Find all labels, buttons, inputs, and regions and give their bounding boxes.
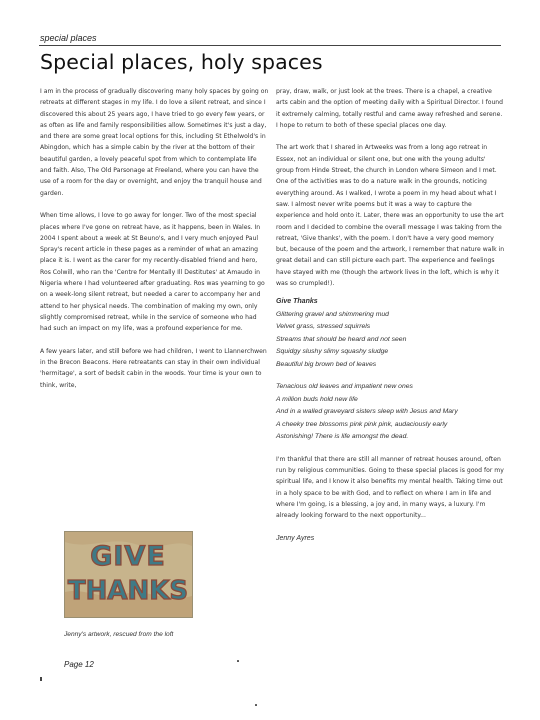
poem-stanza	[276, 381, 505, 444]
stray-mark	[40, 677, 42, 681]
poem-line: Astonishing! There is life amongst the dead.	[276, 433, 409, 441]
poem-title: Give Thanks	[276, 298, 318, 306]
artwork-text-give: GIVE	[90, 541, 166, 572]
paragraph: I am in the process of gradually discovering many holy spaces by going on retreats at different stages in my life. I do love a silent retreat, and since I discovered this about 25 years ago, I have tried to go every few years, or as often as life and family responsibilities allow. Sometimes it's just a day, and there are some great local options for this, including St Ethelwold's in Abingdon, which has a simple cabin by the river at the bottom of their beautiful garden, a lovely peaceful spot from which to contemplate life and faith. Also, The Old Parsonage at Freeland, where you can have the use of a room for the day or overnight, and enjoy the tranquil house and garden.	[40, 88, 269, 197]
give-thanks-artwork-image	[65, 532, 192, 617]
poem-line: Glittering gravel and shimmering mud	[276, 310, 389, 318]
poem-line: Streams that should be heard and not seen	[276, 335, 407, 343]
right-column	[276, 86, 505, 544]
author-signature: Jenny Ayres	[276, 534, 315, 542]
poem-line: A cheeky tree blossoms pink pink pink, audaciously early	[276, 420, 448, 428]
paragraph: I'm thankful that there are still all manner of retreat houses around, often run by religious communities. Going to these special places is good for my spiritual life, and I know it also benefits my mental health. Taking time out in a holy space to be with God, and to reflect on where I am in life and where I'm going, is a blessing, a joy and, in many ways, a luxury. I'm already looking forward to the next opportunity...	[276, 455, 504, 520]
paragraph: A few years later, and still before we had children, I went to Llannerchwen in the Brecon Beacons. Here retreatants can stay in their own individual 'hermitage', a sort of bedsit cabin in the woods. Your time is your own to think, write,	[40, 347, 267, 389]
give-thanks-artwork	[64, 531, 193, 618]
section-label: special places	[40, 33, 97, 43]
poem-stanza	[276, 309, 505, 372]
paragraph: pray, draw, walk, or just look at the trees. There is a chapel, a creative arts cabin and the option of meeting daily with a Spiritual Director. I found it extremely calming, totally restful and came away refreshed and serene. I hope to return to both of these special places one day.	[276, 88, 504, 129]
paragraph: When time allows, I love to go away for longer. Two of the most special places where I've gone on retreat have, as it happens, been in Wales. In 2004 I spent about a week at St Beuno's, and I very much enjoyed Paul Spray's recent article in these pages as a reminder of what an amazing place it is. I went as the carer for my recently-disabled friend and hero, Ros Colwill, who ran the 'Centre for Mentally Ill Destitutes' at Amaudo in Nigeria where I had volunteered after graduating. Ros was yearning to go on a week-long silent retreat, but needed a carer to accompany her and attend to her physical needs. The combination of making my own, only slightly compromised retreat, while in the service of someone who had had such an impact on my life, was a profound experience for me.	[40, 212, 265, 333]
poem-line: And in a walled graveyard sisters sleep with Jesus and Mary	[276, 408, 458, 416]
poem-line: Squidgy slushy slimy squashy sludge	[276, 348, 389, 356]
paragraph: The art work that I shared in Artweeks was from a long ago retreat in Essex, not an individual or silent one, but one with the young adults' group from Hinde Street, the church in London where Simeon and I met. One of the activities was to do a nature walk in the grounds, noticing everything around. As I walked, I wrote a poem in my head about what I saw. I almost never write poems but it was a way to capture the experience and hold onto it. Later, there was an opportunity to use the art room and I decided to combine the overall message I was taking from the retreat, 'Give thanks', with the poem. I don't have a very good memory but, because of the poem and the artwork, I remember that nature walk in great detail and can still picture each part. The experience and feelings have stayed with me (though the artwork lives in the loft, which is why it was so crumpled!).	[276, 144, 505, 288]
stray-mark	[237, 660, 239, 662]
header-rule	[39, 45, 501, 46]
poem-line: Velvet grass, stressed squirrels	[276, 323, 371, 331]
poem-line: A million buds hold new life	[276, 395, 358, 403]
page-title: Special places, holy spaces	[40, 50, 323, 74]
artwork-text-thanks: THANKS	[67, 576, 189, 606]
poem-line: Beautiful big brown bed of leaves	[276, 360, 377, 368]
page-number: Page 12	[64, 660, 94, 669]
artwork-caption: Jenny's artwork, rescued from the loft	[64, 631, 174, 638]
left-column	[40, 86, 269, 402]
poem-line: Tenacious old leaves and impatient new ones	[276, 383, 413, 391]
stray-mark	[255, 704, 257, 706]
